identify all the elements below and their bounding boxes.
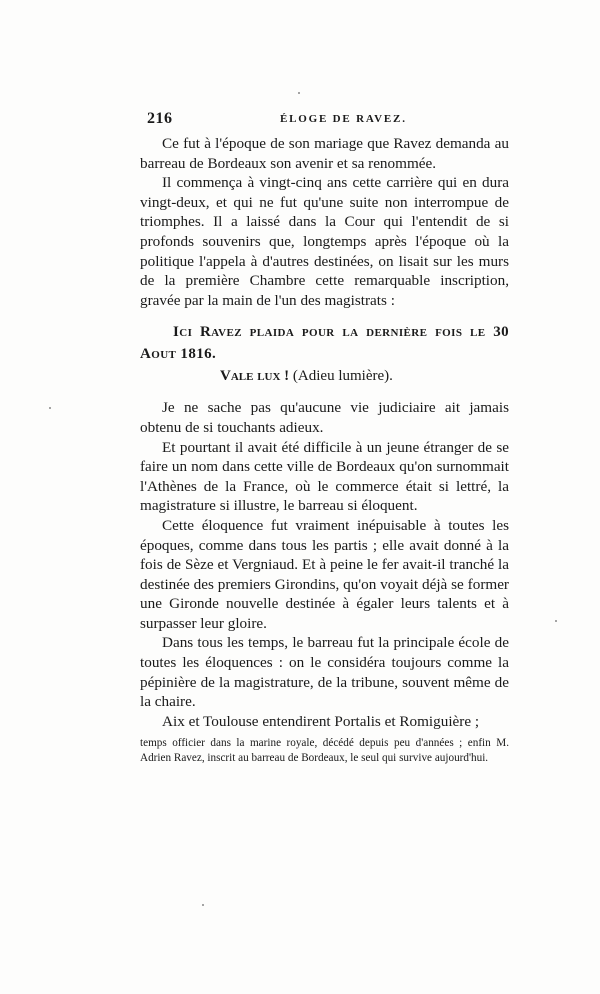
main-text (140, 134, 509, 731)
translation: (Adieu lumière). (289, 368, 393, 385)
inscription-line (140, 365, 509, 387)
scan-speck (298, 92, 300, 94)
page-number: 216 (147, 110, 173, 127)
inscription-line: Ici Ravez plaida pour la dernière fois le 30 Aout 1816. (140, 324, 509, 363)
scan-speck (49, 407, 51, 409)
paragraph: Ce fut à l'époque de son mariage que Ravez demanda au barreau de Bordeaux son avenir et sa renommée. (140, 135, 509, 172)
paragraph: Dans tous les temps, le barreau fut la principale école de toutes les éloquences : on le considéra toujours comme la pépinière de la magistrature, de la tribune, souvent même de la chaire. (140, 634, 509, 711)
paragraph: Aix et Toulouse entendirent Portalis et Romiguière ; (162, 712, 480, 730)
running-header (147, 110, 504, 130)
scan-speck (202, 904, 204, 906)
running-title: ÉLOGE DE RAVEZ. (280, 113, 407, 125)
paragraph: Je ne sache pas qu'aucune vie judiciaire ait jamais obtenu de si touchants adieux. (140, 399, 509, 436)
latin-phrase: Vale lux ! (220, 368, 290, 385)
paragraph: Cette éloquence fut vraiment inépuisable à toutes les époques, comme dans tous les partis ; elle avait donné à la fois de Sèze et Vergniaud. Et à peine le fer avait-il tranché la destinée des premiers Girondins, qu'on voyait déjà se former une Gironde nouvelle destinée à égaler leurs talents et à surpasser leur gloire. (140, 516, 509, 632)
footnote: temps officier dans la marine royale, décédé depuis peu d'années ; enfin M. Adrien Ravez, inscrit au barreau de Bordeaux, le seul qui survive aujourd'hui. (140, 737, 509, 765)
paragraph: Il commença à vingt-cinq ans cette carrière qui en dura vingt-deux, et qui ne fut qu'une suite non interrompue de triomphes. Il a laissé dans la Cour qui l'entendit de si profonds souvenirs que, longtemps après l'époque où la politique l'appela à d'autres destinées, on lisait sur les murs de la première Chambre cette remarquable inscription, gravée par la main de l'un des magistrats : (140, 174, 509, 309)
inscription-quote (140, 321, 509, 387)
paragraph: Et pourtant il avait été difficile à un jeune étranger de se faire un nom dans cette ville de Bordeaux qu'on surnommait l'Athènes de la France, où le commerce était si lettré, la magistrature si illustre, le barreau si éloquent. (140, 438, 509, 515)
scan-speck (555, 620, 557, 622)
